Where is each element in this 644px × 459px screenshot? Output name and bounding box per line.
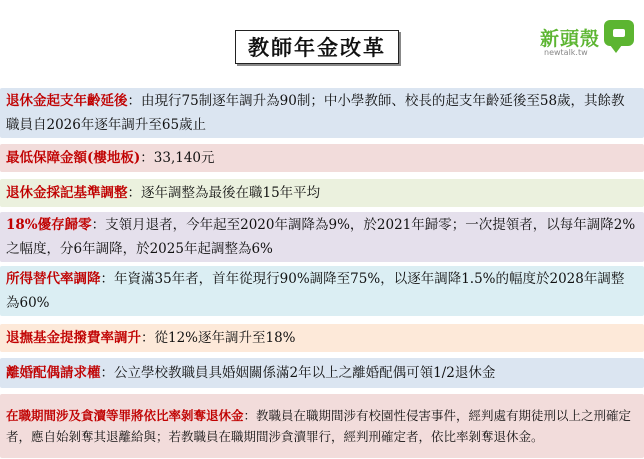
item-text: ：由現行75制逐年調升為90制；中小學教師、校長的起支年齡延後至58歲，其餘教職員自2026年逐年調升至65歲止: [6, 93, 625, 133]
logo-name: 新頭殼: [540, 28, 601, 50]
item-text: ：教職員在職期間涉有校園性侵害事件，經判處有期徒刑以上之刑確定者，應自始剝奪其退離給與；若教職員在職期間涉貪瀆罪行，經判刑確定者，依比率剝奪退休金。: [6, 408, 632, 444]
item-label: 離婚配偶請求權: [6, 365, 101, 381]
newtalk-logo: [540, 18, 638, 62]
item-text: ：公立學校教職員具婚姻關係滿2年以上之離婚配偶可領1/2退休金: [100, 365, 496, 381]
speech-bubble-icon: [604, 20, 634, 46]
item-label: 所得替代率調降: [6, 271, 101, 287]
item-text: ：從12%逐年調升至18%: [141, 330, 296, 346]
item-label: 退撫基金提撥費率調升: [6, 330, 141, 346]
list-item: [0, 179, 644, 207]
page-title: 教師年金改革: [235, 30, 399, 64]
list-item: [0, 88, 644, 138]
list-item: [0, 212, 644, 262]
list-item: [0, 144, 644, 172]
item-label: 最低保障金額(樓地板): [6, 150, 141, 166]
item-label: 退休金採記基準調整: [6, 185, 128, 201]
item-label: 18%優存歸零: [6, 217, 92, 233]
item-text: ：年資滿35年者，首年從現行90%調降至75%，以逐年調降1.5%的幅度於2028年調整為60%: [6, 271, 625, 311]
list-item: [0, 266, 644, 316]
item-label: 退休金起支年齡延後: [6, 93, 128, 109]
item-text: ：逐年調整為最後在職15年平均: [127, 185, 321, 201]
logo-sub: newtalk.tw: [544, 48, 588, 57]
item-label: 在職期間涉及貪瀆等罪將依比率剝奪退休金: [6, 408, 244, 423]
list-item: [0, 358, 644, 388]
list-item: [0, 394, 644, 458]
item-text: ：支領月退者，今年起至2020年調降為9%，於2021年歸零；一次提領者，以每年調降2%之幅度，分6年調降，於2025年起調整為6%: [6, 217, 636, 257]
item-text: ：33,140元: [140, 150, 215, 166]
list-item: [0, 324, 644, 352]
